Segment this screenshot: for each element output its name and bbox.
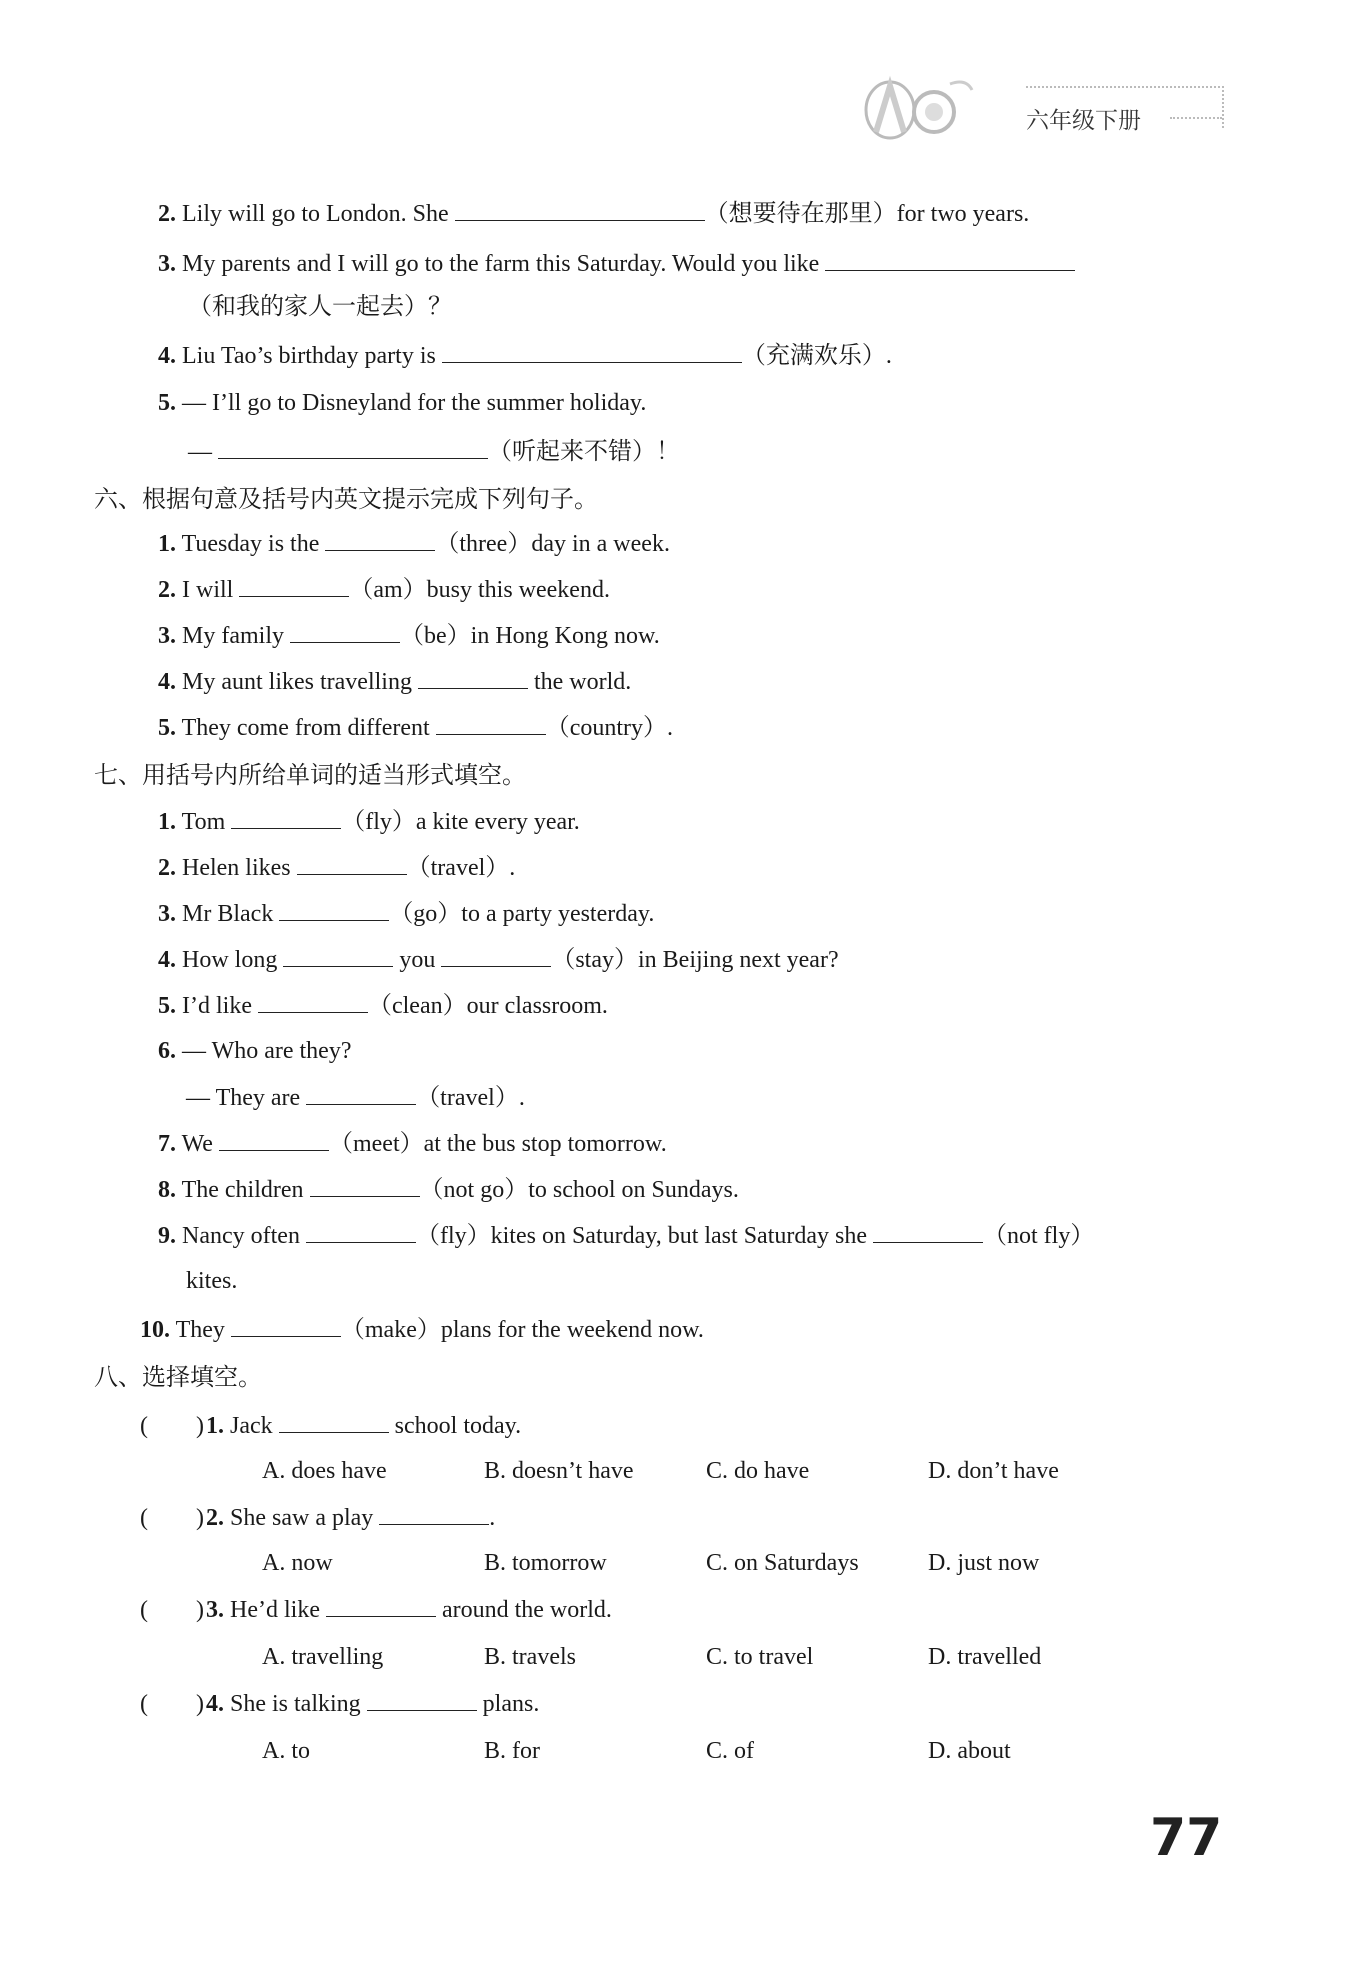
item-text: My aunt likes travelling xyxy=(182,669,412,695)
s7-item-7 xyxy=(158,1128,667,1159)
item-text: Mr Black xyxy=(182,901,274,927)
item-text-mid: you xyxy=(399,947,436,973)
item-text: How long xyxy=(182,947,278,973)
answer-blank[interactable] xyxy=(219,1128,329,1151)
item-text: Helen likes xyxy=(182,855,291,881)
item-number: 4. xyxy=(158,947,176,973)
item-text-after: （make）plans for the weekend now. xyxy=(340,1317,704,1343)
option-b: B. tomorrow xyxy=(484,1550,607,1576)
item-text: — I’ll go to Disneyland for the summer holiday. xyxy=(182,390,647,416)
s7-item-10 xyxy=(140,1314,704,1345)
option-a: A. travelling xyxy=(262,1644,384,1670)
item-text-after: （am）busy this weekend. xyxy=(349,577,610,603)
item-number: 3. xyxy=(158,251,176,277)
answer-blank[interactable] xyxy=(283,944,393,967)
item-text-after: around the world. xyxy=(441,1597,612,1623)
option-c: C. of xyxy=(706,1738,754,1764)
item-text: Lily will go to London. She xyxy=(182,201,449,227)
item-text: Tuesday is the xyxy=(181,531,320,557)
s7-item-4 xyxy=(158,944,839,975)
answer-parentheses[interactable]: ( ) xyxy=(140,1505,204,1531)
item-number: 1. xyxy=(206,1413,224,1439)
page-number: 77 xyxy=(1150,1808,1223,1868)
answer-blank[interactable] xyxy=(239,574,349,597)
item-number: 10. xyxy=(140,1317,170,1343)
item-text-after: （not fly） xyxy=(983,1223,1095,1249)
answer-blank xyxy=(279,1410,389,1433)
item-text-after: （stay）in Beijing next year? xyxy=(551,947,839,973)
item-text: Nancy often xyxy=(182,1223,300,1249)
option-d: D. travelled xyxy=(928,1644,1042,1670)
item-text: They xyxy=(175,1317,225,1343)
answer-blank[interactable] xyxy=(231,806,341,829)
option-d: D. about xyxy=(928,1738,1011,1764)
item-number: 3. xyxy=(206,1597,224,1623)
option-b: B. travels xyxy=(484,1644,576,1670)
item-text-after: （meet）at the bus stop tomorrow. xyxy=(328,1131,667,1157)
s7-item-5 xyxy=(158,990,608,1021)
item-text-after: school today. xyxy=(394,1413,522,1439)
answer-blank[interactable] xyxy=(297,852,407,875)
section-8-title: 八、选择填空。 xyxy=(94,1363,262,1391)
item-text-after: （country）. xyxy=(545,715,674,741)
item-text: He’d like xyxy=(230,1597,320,1623)
answer-blank xyxy=(379,1502,489,1525)
item-hint: （想要待在那里）for two years. xyxy=(704,201,1030,227)
answer-blank[interactable] xyxy=(290,620,400,643)
answer-parentheses[interactable]: ( ) xyxy=(140,1691,204,1717)
s7-item-1 xyxy=(158,806,580,837)
s8-question-3 xyxy=(140,1594,612,1625)
q5-3 xyxy=(158,248,1075,279)
section-7-title: 七、用括号内所给单词的适当形式填空。 xyxy=(94,761,526,789)
answer-parentheses[interactable]: ( ) xyxy=(140,1413,204,1439)
answer-blank[interactable] xyxy=(441,944,551,967)
option-a: A. does have xyxy=(262,1458,387,1484)
answer-blank[interactable] xyxy=(231,1314,341,1337)
s7-item-9-cont: kites. xyxy=(186,1268,238,1294)
section-6-title: 六、根据句意及括号内英文提示完成下列句子。 xyxy=(94,485,598,513)
item-text: The children xyxy=(181,1177,304,1203)
item-number: 2. xyxy=(206,1505,224,1531)
item-number: 4. xyxy=(158,669,176,695)
answer-blank[interactable] xyxy=(325,528,435,551)
item-text: — Who are they? xyxy=(182,1038,352,1064)
option-c: C. do have xyxy=(706,1458,810,1484)
answer-blank[interactable] xyxy=(310,1174,420,1197)
answer-blank xyxy=(326,1594,436,1617)
answer-blank xyxy=(367,1688,477,1711)
s7-item-6-reply xyxy=(186,1082,525,1113)
item-text: She is talking xyxy=(230,1691,361,1717)
item-number: 1. xyxy=(158,531,176,557)
item-number: 2. xyxy=(158,577,176,603)
option-c: C. on Saturdays xyxy=(706,1550,859,1576)
s6-item-3 xyxy=(158,620,660,651)
answer-blank[interactable] xyxy=(279,898,389,921)
item-text-after: （not go）to school on Sundays. xyxy=(419,1177,739,1203)
answer-parentheses[interactable]: ( ) xyxy=(140,1597,204,1623)
s7-item-3 xyxy=(158,898,654,929)
answer-blank[interactable] xyxy=(218,436,488,459)
answer-blank[interactable] xyxy=(258,990,368,1013)
q5-4 xyxy=(158,340,892,371)
item-hint: （充满欢乐）. xyxy=(741,343,892,369)
grade-label: 六年级下册 xyxy=(1026,108,1141,134)
s6-item-5 xyxy=(158,712,673,743)
s7-item-6 xyxy=(158,1036,352,1066)
item-text-after: plans. xyxy=(482,1691,540,1717)
answer-blank[interactable] xyxy=(873,1220,983,1243)
item-text: My family xyxy=(182,623,284,649)
item-number: 4. xyxy=(206,1691,224,1717)
s6-item-1 xyxy=(158,528,670,559)
item-text: We xyxy=(181,1131,213,1157)
answer-blank[interactable] xyxy=(455,198,705,221)
s7-item-9 xyxy=(158,1220,1094,1251)
item-text-after: . xyxy=(489,1505,496,1531)
item-text-after: the world. xyxy=(533,669,632,695)
item-text: My parents and I will go to the farm this Saturday. Would you like xyxy=(182,251,820,277)
item-text-after: （clean）our classroom. xyxy=(367,993,608,1019)
answer-blank[interactable] xyxy=(825,248,1075,271)
item-text-mid: （fly）kites on Saturday, but last Saturday she xyxy=(415,1223,867,1249)
s6-item-4 xyxy=(158,666,631,697)
s7-item-8 xyxy=(158,1174,739,1205)
item-text: I will xyxy=(182,577,234,603)
item-text: They come from different xyxy=(181,715,430,741)
answer-blank[interactable] xyxy=(418,666,528,689)
option-c: C. to travel xyxy=(706,1644,814,1670)
item-text-after: （go）to a party yesterday. xyxy=(389,901,655,927)
option-a: A. to xyxy=(262,1738,310,1764)
item-number: 4. xyxy=(158,343,176,369)
item-number: 3. xyxy=(158,623,176,649)
item-text-after: （three）day in a week. xyxy=(435,531,670,557)
option-b: B. doesn’t have xyxy=(484,1458,634,1484)
item-text: I’d like xyxy=(182,993,252,1019)
q5-3-cont: （和我的家人一起去）？ xyxy=(188,294,452,320)
item-text: — They are xyxy=(186,1085,301,1111)
s8-question-1 xyxy=(140,1410,521,1441)
book-logo-icon xyxy=(862,72,982,142)
item-number: 9. xyxy=(158,1223,176,1249)
item-text-after: （be）in Hong Kong now. xyxy=(400,623,660,649)
item-number: 1. xyxy=(158,809,176,835)
dash: — xyxy=(188,439,212,465)
item-number: 5. xyxy=(158,993,176,1019)
item-number: 5. xyxy=(158,390,176,416)
item-number: 7. xyxy=(158,1131,176,1157)
answer-blank[interactable] xyxy=(306,1082,416,1105)
item-text-after: （travel）. xyxy=(406,855,516,881)
option-a: A. now xyxy=(262,1550,333,1576)
answer-blank[interactable] xyxy=(306,1220,416,1243)
item-number: 2. xyxy=(158,855,176,881)
item-text-after: （fly）a kite every year. xyxy=(341,809,580,835)
header-dotted-line xyxy=(1170,117,1222,119)
item-text: Jack xyxy=(230,1413,273,1439)
item-number: 8. xyxy=(158,1177,176,1203)
s8-question-4 xyxy=(140,1688,539,1719)
item-text: Tom xyxy=(181,809,226,835)
q5-5 xyxy=(158,388,646,418)
option-d: D. don’t have xyxy=(928,1458,1059,1484)
item-text: Liu Tao’s birthday party is xyxy=(182,343,436,369)
item-number: 3. xyxy=(158,901,176,927)
item-number: 6. xyxy=(158,1038,176,1064)
item-number: 5. xyxy=(158,715,176,741)
item-number: 2. xyxy=(158,201,176,227)
s7-item-2 xyxy=(158,852,515,883)
s6-item-2 xyxy=(158,574,610,605)
answer-blank[interactable] xyxy=(442,340,742,363)
s8-question-2 xyxy=(140,1502,495,1533)
item-text: She saw a play xyxy=(230,1505,374,1531)
option-b: B. for xyxy=(484,1738,540,1764)
answer-blank[interactable] xyxy=(436,712,546,735)
item-text-after: （travel）. xyxy=(416,1085,525,1111)
item-hint: （听起来不错）！ xyxy=(488,439,680,465)
q5-2 xyxy=(158,198,1029,229)
option-d: D. just now xyxy=(928,1550,1040,1576)
q5-5-cont xyxy=(188,436,680,467)
